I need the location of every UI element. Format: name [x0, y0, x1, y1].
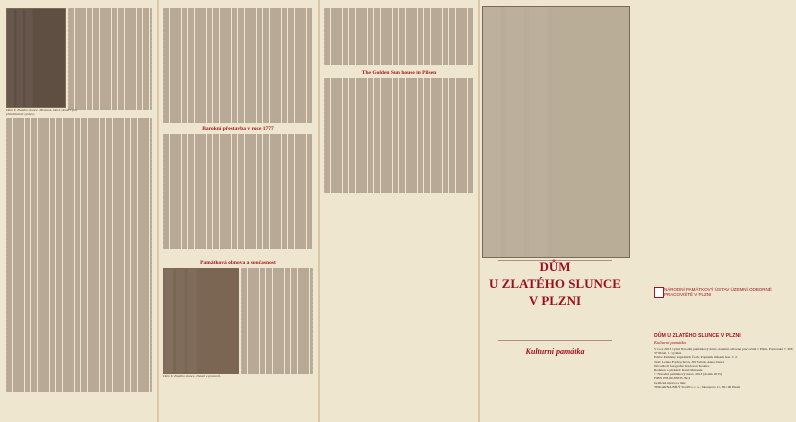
- text-line: [163, 200, 313, 204]
- text-line: [241, 370, 313, 374]
- brochure-subtitle: Kulturní památka: [525, 347, 585, 356]
- brochure-title-line3: V PLZNI: [528, 293, 582, 308]
- column-1-text: [68, 8, 152, 110]
- imprint-title: DŮM U ZLATÉHO SLUNCE V PLZNI: [654, 333, 741, 339]
- imprint-line: Grafická úprava a tisk:: [654, 380, 686, 385]
- text-line: [6, 315, 152, 319]
- imprint-line: © Národní památkový ústav, 2013 (dotisk 2015): [654, 372, 722, 377]
- text-line: [163, 74, 313, 78]
- imprint-line: Redakce a překlad: Karel Matasek.: [654, 368, 704, 373]
- text-line: [163, 154, 313, 158]
- brochure-title-line1: DŮM: [539, 259, 571, 274]
- text-line: [163, 119, 313, 123]
- column-2-top-text: [163, 8, 313, 123]
- imprint-line: ISBN 978-80-85035-39-2: [654, 376, 691, 381]
- imprint-info: [654, 347, 796, 389]
- text-line: [163, 69, 313, 73]
- column-2: [163, 6, 313, 416]
- institute-logo-icon: [654, 287, 664, 298]
- column-3: [324, 6, 793, 416]
- text-line: [324, 189, 474, 193]
- column-2-bottom-text: [241, 268, 313, 374]
- text-line: [324, 28, 474, 32]
- column-1: [6, 6, 152, 416]
- fold-line-1: [157, 0, 159, 422]
- imprint-line: Text: Lenka Frydrychová, Jiří Sviták, Anna Zanzl.: [654, 359, 725, 364]
- ornament-line-mid: [498, 340, 612, 341]
- brochure-title-line2: U ZLATÉHO SLUNCE: [489, 276, 621, 291]
- imprint-line: Editor Památky západních Čech, Popisník můstek hon. č. 2.: [654, 355, 738, 360]
- text-line: [324, 139, 474, 143]
- column-3-mid-text: [324, 78, 474, 193]
- imprint-line: TISKARNA BÍLÝ SLON s. r. o., Skoupova 11, 301 00 Plzeň: [654, 384, 740, 389]
- column-1-lower-text: [6, 118, 152, 392]
- text-line: [6, 310, 152, 314]
- text-line: [68, 106, 152, 110]
- text-line: [6, 355, 152, 359]
- text-line: [6, 388, 152, 392]
- text-line: [241, 334, 313, 338]
- fold-line-3: [478, 0, 480, 422]
- fold-line-2: [318, 0, 320, 422]
- imprint-line: Nevodbolí fotografie: Radovan Kodera.: [654, 363, 710, 368]
- brochure-title: [482, 258, 628, 309]
- column-2-mid-text: [163, 134, 313, 249]
- golden-sun-section-title: The Golden Sun house in Pilsen: [361, 70, 437, 76]
- text-line: [163, 245, 313, 249]
- text-line: [6, 269, 152, 273]
- institute-name: NÁRODNÍ PAMÁTKOVÝ ÚSTAV ÚZEMNÍ ODBORNÉ PRACOVIŠTĚ V PLZNI: [664, 287, 772, 297]
- imprint-line: V roce 2013 vydal Národní památkový ústav, územní odborné pracoviště v Plzni, Prešovská 7, 306 37 Plzeň. 1. vydání.: [654, 347, 793, 356]
- building-facade-photo: [482, 6, 630, 258]
- text-line: [68, 74, 152, 78]
- text-line: [241, 288, 313, 292]
- interior-photo: [6, 8, 66, 108]
- text-line: [163, 114, 313, 118]
- text-line: [6, 179, 152, 183]
- text-line: [163, 240, 313, 244]
- text-line: [163, 28, 313, 32]
- bottom-photo-caption: Dům U Zlatého slunce. Detail z prostorů.: [163, 374, 222, 378]
- bottom-photo: [163, 268, 239, 374]
- baroque-section-title: Barokní přestavba v roce 1777: [202, 126, 274, 132]
- text-line: [324, 61, 474, 65]
- text-line: [6, 224, 152, 228]
- text-line: [68, 69, 152, 73]
- column-3-top-text: [324, 8, 474, 65]
- imprint-subtitle: Kulturní památka: [654, 340, 686, 345]
- text-line: [6, 138, 152, 142]
- text-line: [6, 184, 152, 188]
- text-line: [163, 195, 313, 199]
- text-line: [324, 184, 474, 188]
- monument-section-title: Památková obnova a současnost: [200, 260, 276, 266]
- text-line: [241, 329, 313, 333]
- text-line: [324, 144, 474, 148]
- interior-photo-caption: Dům U Zlatého slunce. Místnost, která slouží i pro příležitostné výstavy.: [6, 108, 77, 116]
- text-line: [68, 28, 152, 32]
- text-line: [324, 98, 474, 102]
